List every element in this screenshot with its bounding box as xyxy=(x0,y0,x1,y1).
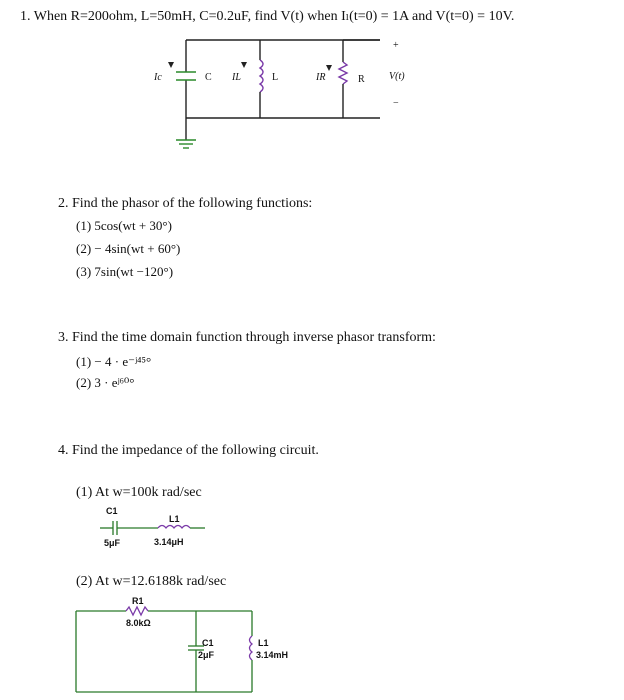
question-2-item-3: (3) 7sin(wt −120°) xyxy=(76,264,174,279)
question-2-item-1: (1) 5cos(wt + 30°) xyxy=(76,218,172,233)
plus-label: + xyxy=(393,40,399,51)
q4p2-l1-label: L1 xyxy=(258,638,269,648)
q4p2-r1-label: R1 xyxy=(132,596,144,606)
question-2-item-2: (2) − 4sin(wt + 60°) xyxy=(76,241,181,256)
question-2-text: 2. Find the phasor of the following functions: xyxy=(58,196,313,211)
q4p2-c1-value: 2μF xyxy=(198,650,215,660)
ir-label: IR xyxy=(316,72,326,83)
q4p1-l1-label: L1 xyxy=(169,514,180,524)
question-1-text: 1. When R=200ohm, L=50mH, C=0.2uF, find V(t) when Iₗ(t=0) = 1A and V(t=0) = 10V. xyxy=(20,9,515,24)
ic-label: Ic xyxy=(154,72,162,83)
r-label: R xyxy=(358,74,365,85)
minus-label: − xyxy=(393,98,399,109)
question-4-text: 4. Find the impedance of the following circuit. xyxy=(58,443,319,458)
q4-part-1-label: (1) At w=100k rad/sec xyxy=(76,485,202,500)
q4-part-2-label: (2) At w=12.6188k rad/sec xyxy=(76,574,227,589)
q4p1-c1-label: C1 xyxy=(106,506,118,516)
question-3-item-2: (2) 3 · eʲ⁶⁰° xyxy=(76,375,135,390)
q4p2-r1-value: 8.0kΩ xyxy=(126,618,151,628)
q4p2-c1-label: C1 xyxy=(202,638,214,648)
q4p2-l1-value: 3.14mH xyxy=(256,650,289,660)
vt-label: V(t) xyxy=(389,71,405,82)
q4p1-c1-value: 5μF xyxy=(104,538,121,548)
question-3-text: 3. Find the time domain function through inverse phasor transform: xyxy=(58,330,436,345)
c-label: C xyxy=(205,72,212,83)
question-3-item-1: (1) − 4 · e⁻ʲ⁴⁵° xyxy=(76,354,152,369)
l-label: L xyxy=(272,72,279,83)
q4p1-l1-value: 3.14μH xyxy=(154,537,184,547)
il-label: IL xyxy=(232,72,241,83)
